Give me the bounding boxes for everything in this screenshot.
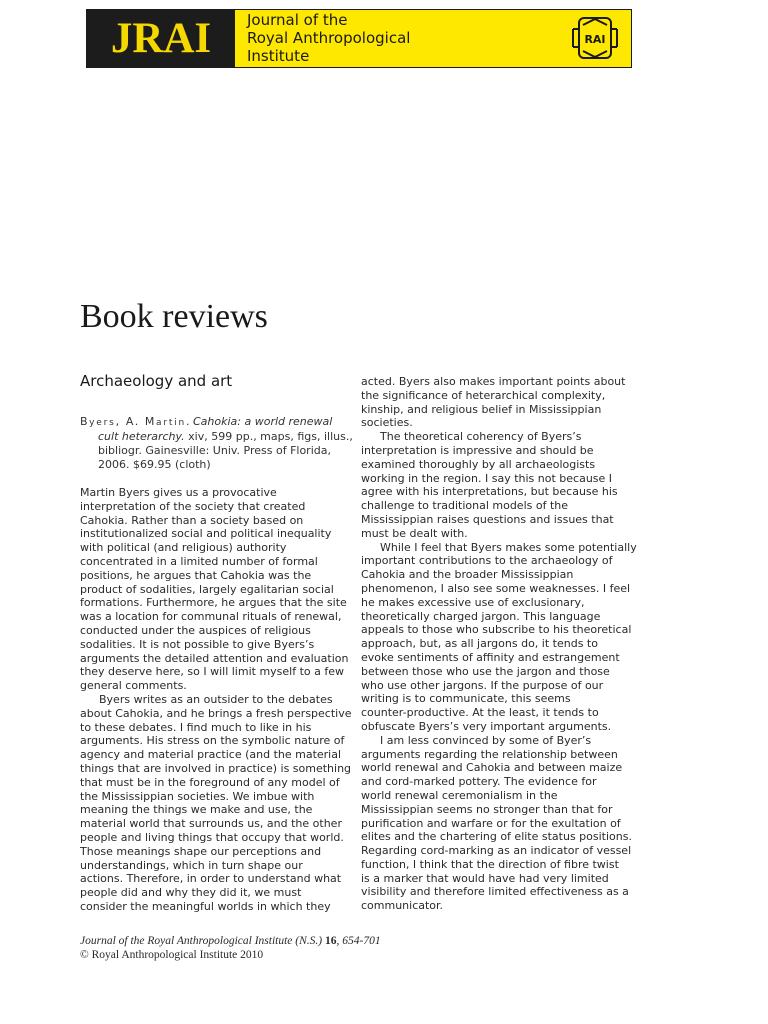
text-line: purification and warfare or for the exultation of <box>361 816 621 830</box>
rai-emblem-text: RAI <box>584 33 606 46</box>
book-citation <box>80 415 353 472</box>
text-line: and cord-marked pottery. The evidence for <box>361 775 597 789</box>
page-title: Book reviews <box>80 298 268 335</box>
text-line: must be dealt with. <box>361 526 468 540</box>
text-line: Those meanings shape our perceptions and <box>80 844 322 858</box>
text-line: function, I think that the direction of fibre twist <box>361 857 619 871</box>
text-line: positions, he argues that Cahokia was the <box>80 568 312 582</box>
text-line: to these debates. I find much to like in his <box>80 720 312 734</box>
citation-line-1: Byers, A. Martin. Cahokia: a world renewal <box>80 415 333 428</box>
text-line: Mississippian raises questions and issues that <box>361 512 614 526</box>
text-line: institutionalized social and political inequality <box>80 527 332 541</box>
text-line: material world that surrounds us, and the other <box>80 817 342 831</box>
text-line: world renewal and Cahokia and between maize <box>361 761 623 775</box>
text-line: examined thoroughly by all archaeologists <box>361 457 596 471</box>
text-line: appeals to those who subscribe to his theoretical <box>361 623 632 637</box>
text-line: working in the region. I say this not because I <box>361 471 613 485</box>
text-line: Martin Byers gives us a provocative <box>80 486 277 499</box>
text-line: While I feel that Byers makes some potentially <box>380 540 637 554</box>
text-line: meaning the things we make and use, the <box>80 803 313 817</box>
text-line: he makes excessive use of exclusionary, <box>361 595 585 609</box>
page-footer <box>80 934 381 962</box>
review-column-left <box>80 486 360 914</box>
text-line: was a location for communal rituals of renewal, <box>80 610 342 624</box>
section-heading: Archaeology and art <box>80 372 233 390</box>
text-line: Byers writes as an outsider to the debates <box>99 692 333 706</box>
text-line: actions. Therefore, in order to understand what <box>80 872 342 886</box>
citation-title-part-2: cult heterarchy. <box>98 430 185 443</box>
text-line: counter-productive. At the least, it tends to <box>361 706 599 720</box>
footer-pages: , 654-701 <box>336 935 381 947</box>
text-line: the significance of heterarchical complexity, <box>361 388 606 402</box>
text-line: acted. Byers also makes important points about <box>361 375 626 388</box>
text-line: theoretically charged jargon. This language <box>361 609 601 623</box>
text-line: elites and the chartering of elite status positions. <box>361 830 632 844</box>
text-line: agency and material practice (and the material <box>80 748 342 762</box>
text-line: with political (and religious) authority <box>80 541 287 555</box>
citation-line-3: bibliogr. Gainesville: Univ. Press of Florida, <box>98 444 331 457</box>
footer-journal-name: Journal of the Royal Anthropological Institute (N.S.) <box>80 935 323 947</box>
text-line: interpretation is impressive and should be <box>361 443 594 457</box>
footer-journal-line <box>80 934 381 948</box>
text-line: general comments. <box>80 679 187 693</box>
text-line: arguments regarding the relationship between <box>361 747 618 761</box>
review-column-right <box>361 375 641 913</box>
journal-title-line-3: Institute <box>247 47 310 65</box>
text-line: product of sodalities, largely egalitarian social <box>80 582 334 596</box>
text-line: conducted under the auspices of religious <box>80 623 311 637</box>
text-line: understandings, which in turn shape our <box>80 858 303 872</box>
text-line: formations. Furthermore, he argues that the site <box>80 596 347 610</box>
footer-volume: 16 <box>325 935 337 947</box>
text-line: world renewal ceremonialism in the <box>361 788 558 802</box>
text-line: sodalities. It is not possible to give Byers’s <box>80 637 315 651</box>
footer-copyright: © Royal Anthropological Institute 2010 <box>80 949 264 961</box>
text-line: obfuscate Byers’s very important arguments. <box>361 719 612 733</box>
text-line: things that are involved in practice) is something <box>80 761 352 775</box>
journal-title-line-1: Journal of the <box>247 11 348 29</box>
text-line: societies. <box>361 416 413 430</box>
text-line: challenge to traditional models of the <box>361 499 569 513</box>
citation-line-2: cult heterarchy. xiv, 599 pp., maps, figs, illus., <box>98 430 353 443</box>
text-line: Cahokia and the broader Mississippian <box>361 568 574 582</box>
text-line: between those who use the jargon and those <box>361 664 610 678</box>
text-line: The theoretical coherency of Byers’s <box>380 430 582 444</box>
text-line: writing is to communicate, this seems <box>361 692 571 706</box>
text-line: that must be in the foreground of any model of <box>80 775 340 789</box>
text-line: arguments. His stress on the symbolic nature of <box>80 734 345 748</box>
text-line: about Cahokia, and he brings a fresh perspective <box>80 706 352 720</box>
text-line: agree with his interpretations, but because his <box>361 485 618 499</box>
text-line: phenomenon, I also see some weaknesses. I feel <box>361 581 631 595</box>
text-line: Mississippian seems no stronger than that for <box>361 802 613 816</box>
text-line: I am less convinced by some of Byer’s <box>380 733 592 747</box>
text-line: Cahokia. Rather than a society based on <box>80 513 304 527</box>
text-line: evoke sentiments of affinity and estrangement <box>361 650 620 664</box>
text-line: important contributions to the archaeology of <box>361 554 613 568</box>
text-line: people did and why they did it, we must <box>80 886 302 900</box>
text-line: visibility and therefore limited effectiveness as a <box>361 885 629 899</box>
masthead-band <box>235 10 631 67</box>
text-line: arguments the detailed attention and evaluation <box>80 651 349 665</box>
text-line: who use other jargons. If the purpose of our <box>361 678 604 692</box>
text-line: interpretation of the society that created <box>80 499 306 513</box>
text-line: the Mississippian societies. We imbue with <box>80 789 315 803</box>
citation-title-part-1: Cahokia: a world renewal <box>192 415 333 428</box>
citation-author: Byers, A. Martin <box>80 415 186 428</box>
text-line: is a marker that would have had very limited <box>361 871 609 885</box>
text-line: concentrated in a limited number of formal <box>80 554 318 568</box>
rai-emblem-icon <box>569 15 621 61</box>
text-line: they deserve here, so I will limit myself to a few <box>80 665 344 679</box>
jrai-logo <box>87 10 235 67</box>
citation-line-4: 2006. $69.95 (cloth) <box>98 458 211 471</box>
journal-title <box>247 11 410 65</box>
text-line: people and living things that occupy that world. <box>80 830 344 844</box>
text-line: communicator. <box>361 899 444 913</box>
text-line: approach, but, as all jargons do, it tends to <box>361 637 598 651</box>
journal-masthead <box>86 9 632 68</box>
text-line: Regarding cord-marking as an indicator of vessel <box>361 844 632 858</box>
text-line: kinship, and religious belief in Mississippian <box>361 402 602 416</box>
journal-title-line-2: Royal Anthropological <box>247 29 411 47</box>
text-line: consider the meaningful worlds in which they <box>80 899 331 913</box>
jrai-logo-text: JRAI <box>110 15 212 62</box>
